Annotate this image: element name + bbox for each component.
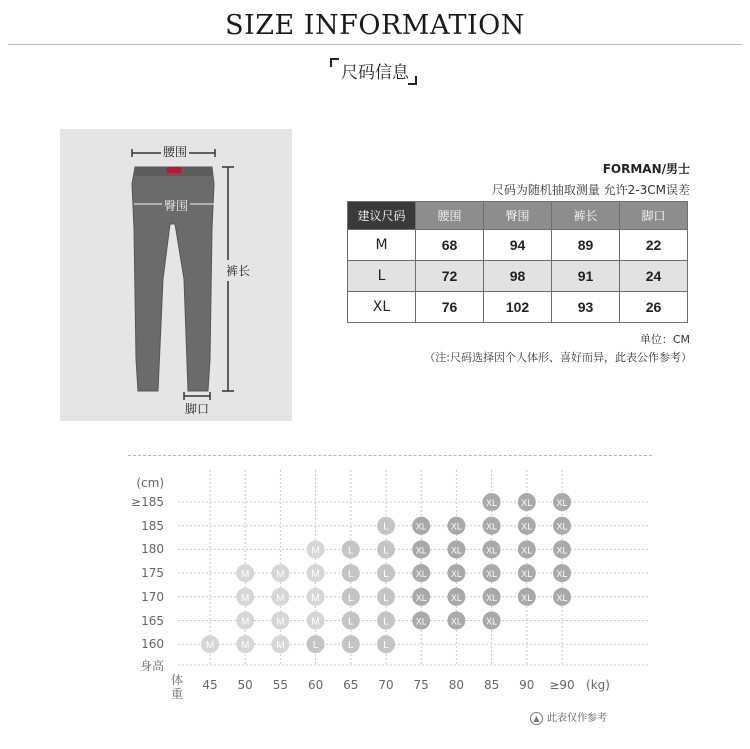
value-cell: 76 xyxy=(416,292,484,323)
size-marker-l xyxy=(377,612,395,630)
size-marker-text: XL xyxy=(556,592,568,603)
y-tick-label: 165 xyxy=(141,613,164,628)
size-marker-text: XL xyxy=(521,592,533,603)
size-marker-xl xyxy=(483,540,501,558)
size-marker-xl xyxy=(412,588,430,606)
size-marker-xl xyxy=(518,588,536,606)
page-subtitle: 尺码信息 xyxy=(341,63,409,83)
size-marker-m xyxy=(307,540,325,558)
size-marker-text: L xyxy=(383,545,389,557)
x-unit-label: (kg) xyxy=(586,678,610,692)
size-marker-xl xyxy=(518,564,536,582)
y-tick-label: 185 xyxy=(141,518,164,533)
size-marker-l xyxy=(342,540,360,558)
size-marker-l xyxy=(377,588,395,606)
size-marker-xl xyxy=(483,564,501,582)
x-tick-label: 55 xyxy=(272,678,289,692)
size-marker-xl xyxy=(553,517,571,535)
size-marker-l xyxy=(377,540,395,558)
size-marker-text: XL xyxy=(486,498,498,508)
size-marker-text: M xyxy=(311,592,320,604)
header-cell: 建议尺码 xyxy=(348,202,416,230)
chart-footnote xyxy=(530,709,607,725)
size-marker-xl xyxy=(553,588,571,606)
size-marker-text: XL xyxy=(486,569,498,580)
disclaimer: （注:尺码选择因个人体形、喜好而异，此表公作参考） xyxy=(424,351,692,364)
size-marker-text: XL xyxy=(450,592,462,603)
size-marker-xl xyxy=(483,493,501,511)
size-marker-text: L xyxy=(348,569,354,581)
size-marker-xl xyxy=(412,612,430,630)
size-marker-m xyxy=(307,612,325,630)
size-marker-text: L xyxy=(348,545,354,557)
x-tick-label: 70 xyxy=(378,678,394,692)
value-cell: 98 xyxy=(484,261,552,292)
size-marker-text: M xyxy=(241,592,250,604)
size-marker-text: XL xyxy=(415,569,427,580)
size-marker-text: XL xyxy=(450,521,462,532)
size-marker-xl xyxy=(412,517,430,535)
size-marker-l xyxy=(377,564,395,582)
x-tick-label: 65 xyxy=(343,678,359,692)
size-marker-l xyxy=(342,588,360,606)
size-marker-text: XL xyxy=(415,521,427,532)
x-tick-label: 50 xyxy=(237,678,253,692)
size-marker-text: L xyxy=(348,592,354,604)
size-marker-m xyxy=(236,588,254,606)
y-unit-label: (cm) xyxy=(136,476,164,490)
size-marker-text: M xyxy=(276,640,285,652)
size-marker-l xyxy=(307,635,325,653)
size-marker-xl xyxy=(447,517,465,535)
size-marker-text: L xyxy=(312,640,319,652)
size-marker-text: XL xyxy=(556,498,568,508)
size-marker-m xyxy=(271,588,289,606)
size-marker-xl xyxy=(483,612,501,630)
x-axis-label: 体重 xyxy=(170,673,183,701)
size-marker-text: XL xyxy=(486,616,498,627)
size-marker-text: L xyxy=(383,592,389,604)
x-tick-label: 85 xyxy=(483,678,500,692)
waist-label: 腰围 xyxy=(163,145,188,159)
header-cell: 裤长 xyxy=(552,202,620,230)
size-marker-text: XL xyxy=(521,498,533,508)
size-marker-m xyxy=(236,612,254,630)
size-marker-text: XL xyxy=(521,521,533,532)
size-marker-text: XL xyxy=(486,592,498,603)
size-marker-text: M xyxy=(311,616,320,628)
size-marker-m xyxy=(307,564,325,582)
x-tick-label: 80 xyxy=(448,678,465,692)
hip-label: 臀围 xyxy=(164,199,189,213)
size-marker-text: XL xyxy=(521,569,533,580)
value-cell: 24 xyxy=(620,261,688,292)
size-marker-text: M xyxy=(311,545,320,557)
size-marker-text: XL xyxy=(415,592,427,603)
size-marker-text: M xyxy=(241,616,250,628)
value-cell: 22 xyxy=(620,230,688,261)
header-cell: 腰围 xyxy=(416,202,484,230)
size-marker-m xyxy=(236,564,254,582)
size-cell: L xyxy=(348,261,416,292)
y-axis-label: 身高 xyxy=(140,659,165,673)
info-icon: ▲ xyxy=(530,712,543,725)
size-marker-m xyxy=(271,635,289,653)
size-marker-text: XL xyxy=(450,569,462,580)
size-marker-text: XL xyxy=(556,545,568,556)
size-marker-text: L xyxy=(383,640,389,652)
size-marker-xl xyxy=(483,517,501,535)
size-marker-text: L xyxy=(348,616,354,628)
x-tick-label: 90 xyxy=(519,678,535,692)
size-marker-xl xyxy=(412,564,430,582)
size-marker-xl xyxy=(447,540,465,558)
size-marker-text: M xyxy=(241,569,250,581)
hem-label: 脚口 xyxy=(185,402,210,416)
size-marker-text: M xyxy=(205,640,215,652)
value-cell: 89 xyxy=(552,230,620,261)
size-marker-text: XL xyxy=(415,616,427,627)
size-marker-text: XL xyxy=(486,545,498,556)
length-label: 裤长 xyxy=(226,260,250,281)
size-marker-text: XL xyxy=(486,521,498,532)
size-marker-l xyxy=(377,517,395,535)
size-marker-xl xyxy=(553,493,571,511)
value-cell: 68 xyxy=(416,230,484,261)
y-tick-label: ≥185 xyxy=(131,495,164,509)
size-cell: M xyxy=(348,230,416,261)
size-marker-m xyxy=(201,635,219,653)
value-cell: 72 xyxy=(416,261,484,292)
y-tick-label: 160 xyxy=(141,637,164,652)
size-marker-text: XL xyxy=(556,569,568,580)
size-marker-l xyxy=(342,635,360,653)
brand-label: FORMAN/男士 xyxy=(602,162,690,176)
x-tick-label: 75 xyxy=(413,678,429,692)
size-marker-xl xyxy=(518,517,536,535)
x-tick-label: 60 xyxy=(307,678,324,692)
y-tick-label: 175 xyxy=(141,566,164,581)
size-marker-text: M xyxy=(311,569,320,581)
unit-label: 单位：CM xyxy=(639,333,690,346)
size-marker-xl xyxy=(447,588,465,606)
size-marker-m xyxy=(271,564,289,582)
y-tick-label: 180 xyxy=(141,542,164,557)
size-marker-text: M xyxy=(276,616,285,628)
size-marker-xl xyxy=(518,493,536,511)
size-marker-l xyxy=(342,564,360,582)
size-marker-text: XL xyxy=(450,616,462,627)
size-marker-l xyxy=(377,635,395,653)
size-marker-xl xyxy=(553,540,571,558)
size-marker-text: M xyxy=(276,569,285,581)
size-marker-l xyxy=(342,612,360,630)
size-marker-text: L xyxy=(348,640,354,652)
y-tick-label: 170 xyxy=(141,589,164,604)
size-marker-text: XL xyxy=(415,545,427,556)
value-cell: 93 xyxy=(552,292,620,323)
page-title: SIZE INFORMATION xyxy=(225,10,525,41)
value-cell: 94 xyxy=(484,230,552,261)
size-marker-text: M xyxy=(276,592,285,604)
value-cell: 102 xyxy=(484,292,552,323)
size-marker-xl xyxy=(483,588,501,606)
size-marker-text: L xyxy=(383,616,389,628)
value-cell: 26 xyxy=(620,292,688,323)
size-marker-xl xyxy=(447,564,465,582)
size-marker-text: XL xyxy=(450,545,462,556)
size-marker-text: XL xyxy=(521,545,533,556)
size-marker-text: L xyxy=(383,521,389,533)
size-marker-xl xyxy=(412,540,430,558)
size-marker-xl xyxy=(447,612,465,630)
header-cell: 脚口 xyxy=(620,202,688,230)
x-tick-label: 45 xyxy=(202,678,218,692)
size-cell: XL xyxy=(348,292,416,323)
measure-note: 尺码为随机抽取测量 允许2-3CM误差 xyxy=(491,183,690,197)
size-marker-m xyxy=(271,612,289,630)
size-marker-text: M xyxy=(241,640,250,652)
header-cell: 臀围 xyxy=(484,202,552,230)
size-marker-text: L xyxy=(383,569,389,581)
size-marker-m xyxy=(307,588,325,606)
size-marker-xl xyxy=(553,564,571,582)
size-marker-m xyxy=(236,635,254,653)
size-marker-text: XL xyxy=(556,521,568,532)
x-tick-label: ≥90 xyxy=(549,678,575,692)
footnote-text: 此表仅作参考 xyxy=(547,713,607,724)
size-marker-xl xyxy=(518,540,536,558)
value-cell: 91 xyxy=(552,261,620,292)
